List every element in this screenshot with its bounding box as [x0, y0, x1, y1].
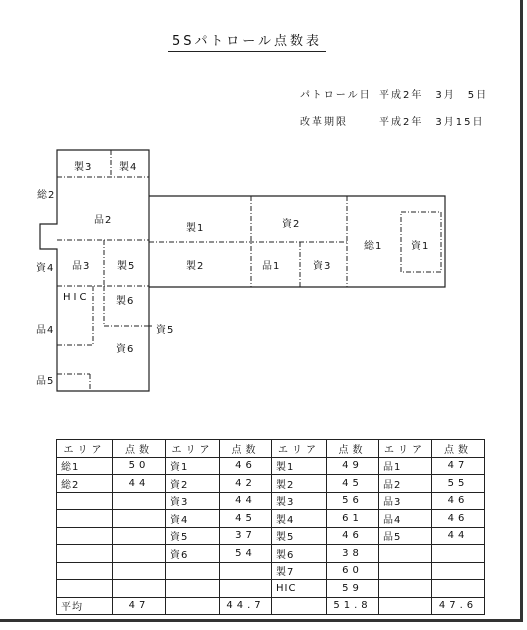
fix-deadline-label: 改革期限 — [300, 117, 348, 128]
table-row — [57, 510, 485, 528]
score-cell: 61 — [327, 510, 379, 528]
table-row — [57, 527, 485, 545]
area-cell — [379, 597, 432, 615]
score-cell: 44.7 — [220, 597, 272, 615]
score-cell: 55 — [432, 475, 485, 493]
score-cell: 54 — [220, 545, 272, 563]
column-header: 点数 — [113, 440, 166, 458]
area-cell: 品2 — [379, 475, 432, 493]
score-cell: 47 — [113, 597, 166, 615]
score-cell: 46 — [327, 527, 379, 545]
area-cell — [166, 597, 220, 615]
score-cell — [432, 562, 485, 580]
table-row — [57, 562, 485, 580]
plan-room-label: 製2 — [186, 261, 205, 272]
area-cell: 製6 — [272, 545, 327, 563]
area-cell: 資2 — [166, 475, 220, 493]
patrol-date-value: 平成2年 3月 5日 — [379, 90, 489, 101]
column-header: 点数 — [220, 440, 272, 458]
score-cell — [113, 545, 166, 563]
area-cell — [166, 580, 220, 598]
plan-room-label: 品3 — [72, 261, 91, 272]
score-cell: 42 — [220, 475, 272, 493]
score-cell — [432, 545, 485, 563]
score-cell: 51.8 — [327, 597, 379, 615]
area-cell — [57, 545, 113, 563]
area-cell: 資4 — [166, 510, 220, 528]
score-cell: 45 — [327, 475, 379, 493]
plan-label-outside: 品4 — [36, 325, 55, 336]
score-cell: 49 — [327, 457, 379, 475]
area-cell: 総2 — [57, 475, 113, 493]
column-header: エリア — [272, 440, 327, 458]
score-cell — [220, 562, 272, 580]
column-header: 点数 — [327, 440, 379, 458]
plan-room-label: 製5 — [117, 261, 136, 272]
column-header: 点数 — [432, 440, 485, 458]
score-cell — [113, 510, 166, 528]
area-cell: 平均 — [57, 597, 113, 615]
area-cell — [166, 562, 220, 580]
score-cell: 46 — [432, 492, 485, 510]
plan-label-outside: 品5 — [36, 376, 55, 387]
area-cell — [272, 597, 327, 615]
score-cell — [113, 527, 166, 545]
table-row — [57, 492, 485, 510]
table-header-row — [57, 440, 485, 458]
area-cell — [57, 510, 113, 528]
score-cell: 59 — [327, 580, 379, 598]
table-average-row — [57, 597, 485, 615]
table-row — [57, 457, 485, 475]
area-cell: 資3 — [166, 492, 220, 510]
score-cell: 56 — [327, 492, 379, 510]
page-title: 5Sパトロール点数表 — [168, 30, 326, 52]
score-cell — [432, 580, 485, 598]
patrol-date-label: パトロール日 — [300, 90, 372, 101]
plan-room-label: 資6 — [116, 344, 135, 355]
score-cell — [113, 580, 166, 598]
plan-label-outside: 資4 — [36, 263, 55, 274]
plan-room-label: 総1 — [364, 241, 383, 252]
area-cell: 製4 — [272, 510, 327, 528]
fix-deadline-value: 平成2年 3月15日 — [379, 117, 485, 128]
area-cell — [379, 580, 432, 598]
area-cell: 製1 — [272, 457, 327, 475]
area-cell: 製3 — [272, 492, 327, 510]
score-cell: 44 — [432, 527, 485, 545]
plan-room-label: HIC — [63, 292, 90, 303]
area-cell: 総1 — [57, 457, 113, 475]
table-row — [57, 475, 485, 493]
area-cell: 品4 — [379, 510, 432, 528]
area-cell: 品1 — [379, 457, 432, 475]
table-row — [57, 545, 485, 563]
score-cell — [113, 562, 166, 580]
plan-room-label: 資1 — [411, 241, 430, 252]
column-header: エリア — [57, 440, 113, 458]
plan-room-label: 製4 — [119, 162, 138, 173]
plan-label-outside: 資5 — [156, 325, 175, 336]
plan-room-label: 資2 — [282, 219, 301, 230]
area-cell: HIC — [272, 580, 327, 598]
area-cell: 製5 — [272, 527, 327, 545]
area-cell: 品3 — [379, 492, 432, 510]
score-cell: 50 — [113, 457, 166, 475]
plan-room-label: 品2 — [94, 215, 113, 226]
score-table — [56, 439, 485, 615]
plan-room-label: 資3 — [313, 261, 332, 272]
score-table-body — [57, 440, 485, 615]
score-cell: 44 — [113, 475, 166, 493]
column-header: エリア — [166, 440, 220, 458]
page-border-bottom — [0, 619, 523, 622]
area-cell: 製7 — [272, 562, 327, 580]
area-cell: 資6 — [166, 545, 220, 563]
area-cell: 資1 — [166, 457, 220, 475]
area-cell — [379, 562, 432, 580]
score-cell: 47.6 — [432, 597, 485, 615]
score-cell: 46 — [220, 457, 272, 475]
area-cell — [57, 580, 113, 598]
score-cell — [220, 580, 272, 598]
score-cell — [113, 492, 166, 510]
score-cell: 46 — [432, 510, 485, 528]
score-cell: 45 — [220, 510, 272, 528]
plan-label-outside: 総2 — [37, 190, 56, 201]
area-cell — [379, 545, 432, 563]
score-cell: 47 — [432, 457, 485, 475]
area-cell: 製2 — [272, 475, 327, 493]
area-cell — [57, 562, 113, 580]
plan-room-label: 製1 — [186, 223, 205, 234]
area-cell: 資5 — [166, 527, 220, 545]
column-header: エリア — [379, 440, 432, 458]
score-cell: 37 — [220, 527, 272, 545]
score-cell: 60 — [327, 562, 379, 580]
plan-room-label: 品1 — [262, 261, 281, 272]
area-cell — [57, 492, 113, 510]
area-cell: 品5 — [379, 527, 432, 545]
table-row — [57, 580, 485, 598]
plan-room-label: 製3 — [74, 162, 93, 173]
score-cell: 44 — [220, 492, 272, 510]
score-cell: 38 — [327, 545, 379, 563]
plan-room-label: 製6 — [116, 296, 135, 307]
area-cell — [57, 527, 113, 545]
